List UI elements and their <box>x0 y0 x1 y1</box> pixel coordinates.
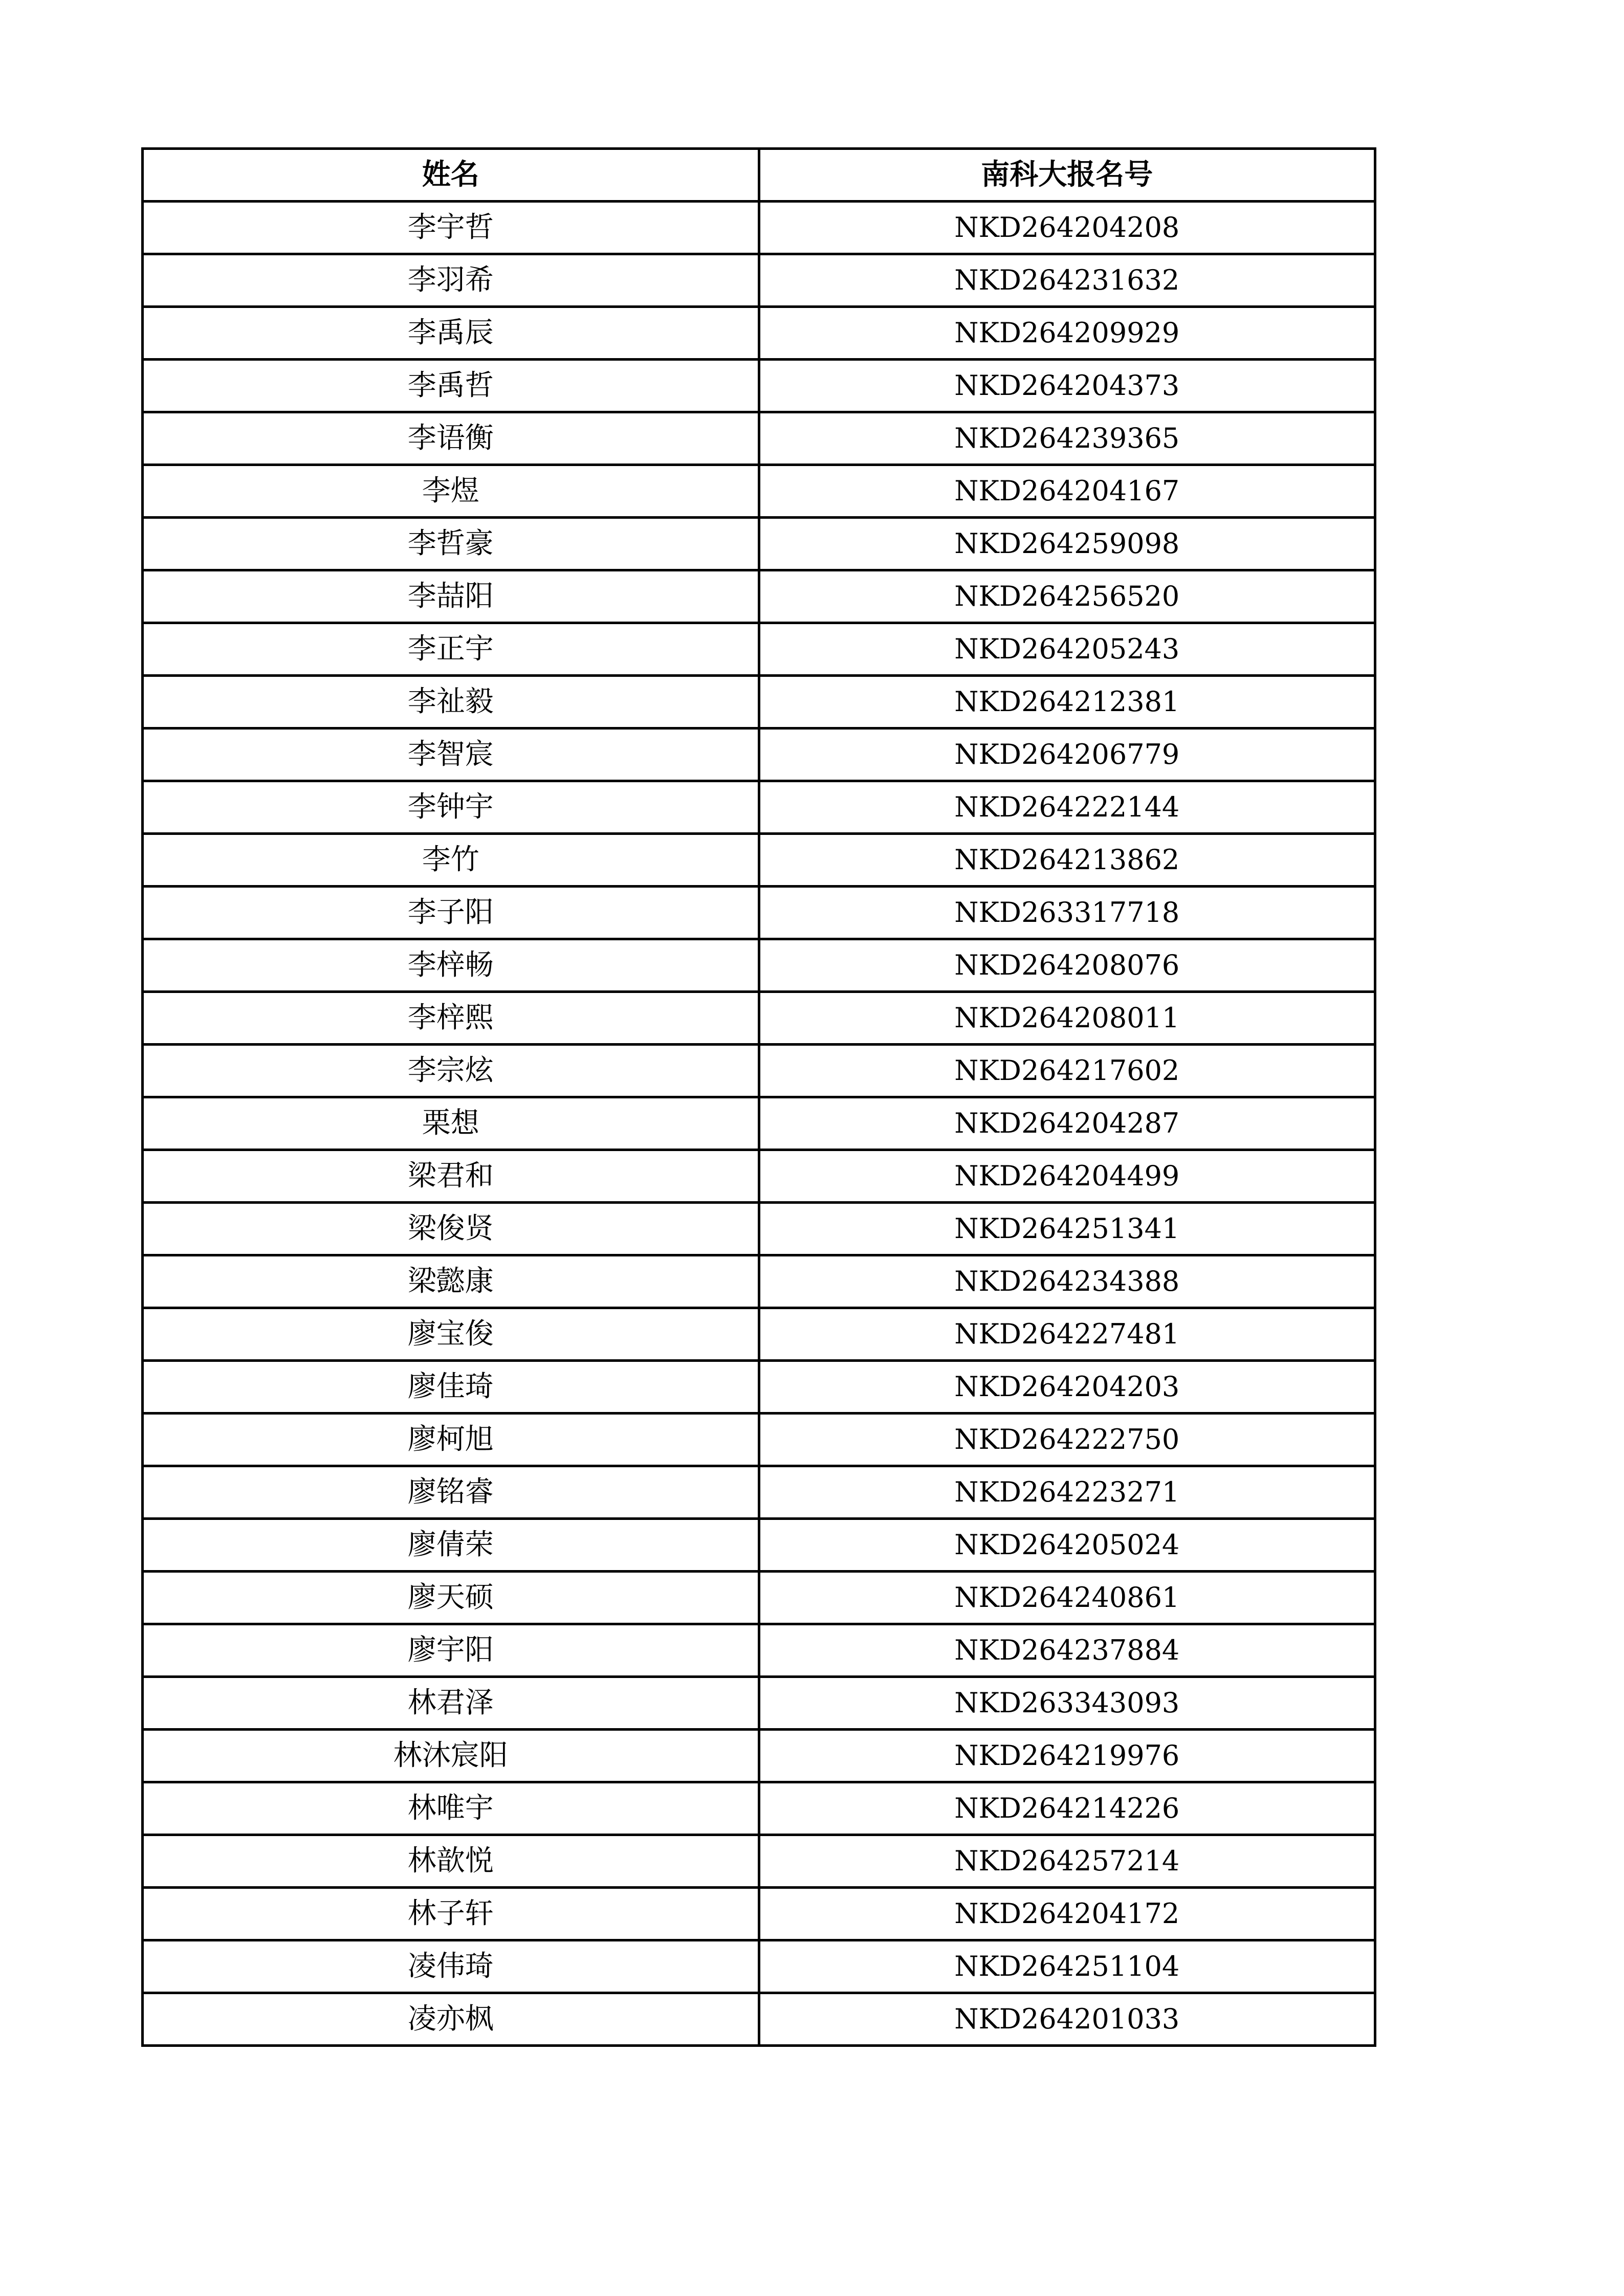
name-cell: 栗想 <box>143 1097 759 1150</box>
reg-no-cell: NKD264201033 <box>759 1993 1375 2046</box>
reg-no-cell: NKD264212381 <box>759 676 1375 728</box>
table-row <box>143 1045 1375 1097</box>
name-cell: 廖天硕 <box>143 1572 759 1624</box>
reg-no-cell: NKD264213862 <box>759 834 1375 887</box>
reg-no-cell: NKD264204172 <box>759 1888 1375 1940</box>
reg-no-cell: NKD264237884 <box>759 1624 1375 1677</box>
reg-no-cell: NKD264223271 <box>759 1466 1375 1519</box>
reg-no-cell: NKD264240861 <box>759 1572 1375 1624</box>
table-row <box>143 202 1375 254</box>
name-cell: 李梓畅 <box>143 939 759 992</box>
table-row <box>143 412 1375 465</box>
reg-no-cell: NKD264222750 <box>759 1414 1375 1466</box>
reg-no-cell: NKD264205024 <box>759 1519 1375 1572</box>
name-cell: 李喆阳 <box>143 570 759 623</box>
table-row <box>143 781 1375 834</box>
table-row <box>143 676 1375 728</box>
table-row <box>143 1519 1375 1572</box>
table-row <box>143 1150 1375 1203</box>
table-row <box>143 307 1375 360</box>
table-row <box>143 518 1375 570</box>
reg-no-cell: NKD264251104 <box>759 1940 1375 1993</box>
name-cell: 廖柯旭 <box>143 1414 759 1466</box>
table-row <box>143 570 1375 623</box>
table-row <box>143 1097 1375 1150</box>
table-row <box>143 728 1375 781</box>
table-row <box>143 1993 1375 2046</box>
reg-no-cell: NKD264234388 <box>759 1255 1375 1308</box>
reg-no-cell: NKD264251341 <box>759 1203 1375 1255</box>
name-cell: 李禹辰 <box>143 307 759 360</box>
reg-no-cell: NKD264256520 <box>759 570 1375 623</box>
table-row <box>143 1888 1375 1940</box>
reg-no-cell: NKD264204287 <box>759 1097 1375 1150</box>
reg-no-cell: NKD263343093 <box>759 1677 1375 1730</box>
table-row <box>143 1624 1375 1677</box>
table-row <box>143 1414 1375 1466</box>
name-cell: 李正宇 <box>143 623 759 676</box>
name-cell: 廖宝俊 <box>143 1308 759 1361</box>
roster-table <box>141 147 1376 2047</box>
reg-no-cell: NKD264208076 <box>759 939 1375 992</box>
name-cell: 李禹哲 <box>143 360 759 412</box>
reg-no-cell: NKD264204208 <box>759 202 1375 254</box>
table-header <box>143 149 1375 202</box>
reg-no-cell: NKD264206779 <box>759 728 1375 781</box>
name-cell: 凌亦枫 <box>143 1993 759 2046</box>
reg-no-cell: NKD264219976 <box>759 1730 1375 1782</box>
name-cell: 李宗炫 <box>143 1045 759 1097</box>
reg-no-cell: NKD264239365 <box>759 412 1375 465</box>
reg-no-cell: NKD264227481 <box>759 1308 1375 1361</box>
table-row <box>143 465 1375 518</box>
reg-no-cell: NKD264204167 <box>759 465 1375 518</box>
name-cell: 廖倩荣 <box>143 1519 759 1572</box>
name-cell: 李钟宇 <box>143 781 759 834</box>
table-row <box>143 834 1375 887</box>
table-row <box>143 360 1375 412</box>
name-cell: 廖佳琦 <box>143 1361 759 1414</box>
name-cell: 林沐宸阳 <box>143 1730 759 1782</box>
reg-no-cell: NKD264257214 <box>759 1835 1375 1888</box>
table-row <box>143 1677 1375 1730</box>
reg-no-cell: NKD264209929 <box>759 307 1375 360</box>
table-row <box>143 1203 1375 1255</box>
name-cell: 李子阳 <box>143 887 759 939</box>
table-row <box>143 254 1375 307</box>
table-row <box>143 939 1375 992</box>
reg-no-cell: NKD264217602 <box>759 1045 1375 1097</box>
name-cell: 李羽希 <box>143 254 759 307</box>
table-row <box>143 1940 1375 1993</box>
table-row <box>143 992 1375 1045</box>
name-column-header: 姓名 <box>143 149 759 202</box>
name-cell: 林歆悦 <box>143 1835 759 1888</box>
reg-no-column-header: 南科大报名号 <box>759 149 1375 202</box>
name-cell: 凌伟琦 <box>143 1940 759 1993</box>
reg-no-cell: NKD264222144 <box>759 781 1375 834</box>
name-cell: 李梓熙 <box>143 992 759 1045</box>
reg-no-cell: NKD264214226 <box>759 1782 1375 1835</box>
reg-no-cell: NKD264204373 <box>759 360 1375 412</box>
table-row <box>143 1572 1375 1624</box>
name-cell: 廖铭睿 <box>143 1466 759 1519</box>
name-cell: 梁君和 <box>143 1150 759 1203</box>
name-cell: 梁俊贤 <box>143 1203 759 1255</box>
name-cell: 林君泽 <box>143 1677 759 1730</box>
table-row <box>143 1308 1375 1361</box>
table-row <box>143 1361 1375 1414</box>
table-row <box>143 1255 1375 1308</box>
reg-no-cell: NKD264204203 <box>759 1361 1375 1414</box>
table-row <box>143 887 1375 939</box>
name-cell: 李智宸 <box>143 728 759 781</box>
name-cell: 廖宇阳 <box>143 1624 759 1677</box>
name-cell: 李竹 <box>143 834 759 887</box>
reg-no-cell: NKD263317718 <box>759 887 1375 939</box>
table-row <box>143 1782 1375 1835</box>
name-cell: 林唯宇 <box>143 1782 759 1835</box>
table-row <box>143 1466 1375 1519</box>
name-cell: 李煜 <box>143 465 759 518</box>
table-row <box>143 1835 1375 1888</box>
table-row <box>143 1730 1375 1782</box>
reg-no-cell: NKD264208011 <box>759 992 1375 1045</box>
reg-no-cell: NKD264204499 <box>759 1150 1375 1203</box>
table-row <box>143 623 1375 676</box>
name-cell: 林子轩 <box>143 1888 759 1940</box>
reg-no-cell: NKD264259098 <box>759 518 1375 570</box>
name-cell: 李祉毅 <box>143 676 759 728</box>
name-cell: 李宇哲 <box>143 202 759 254</box>
name-cell: 梁懿康 <box>143 1255 759 1308</box>
header-row <box>143 149 1375 202</box>
table-body <box>143 202 1375 2046</box>
reg-no-cell: NKD264205243 <box>759 623 1375 676</box>
name-cell: 李语衡 <box>143 412 759 465</box>
name-cell: 李哲豪 <box>143 518 759 570</box>
reg-no-cell: NKD264231632 <box>759 254 1375 307</box>
